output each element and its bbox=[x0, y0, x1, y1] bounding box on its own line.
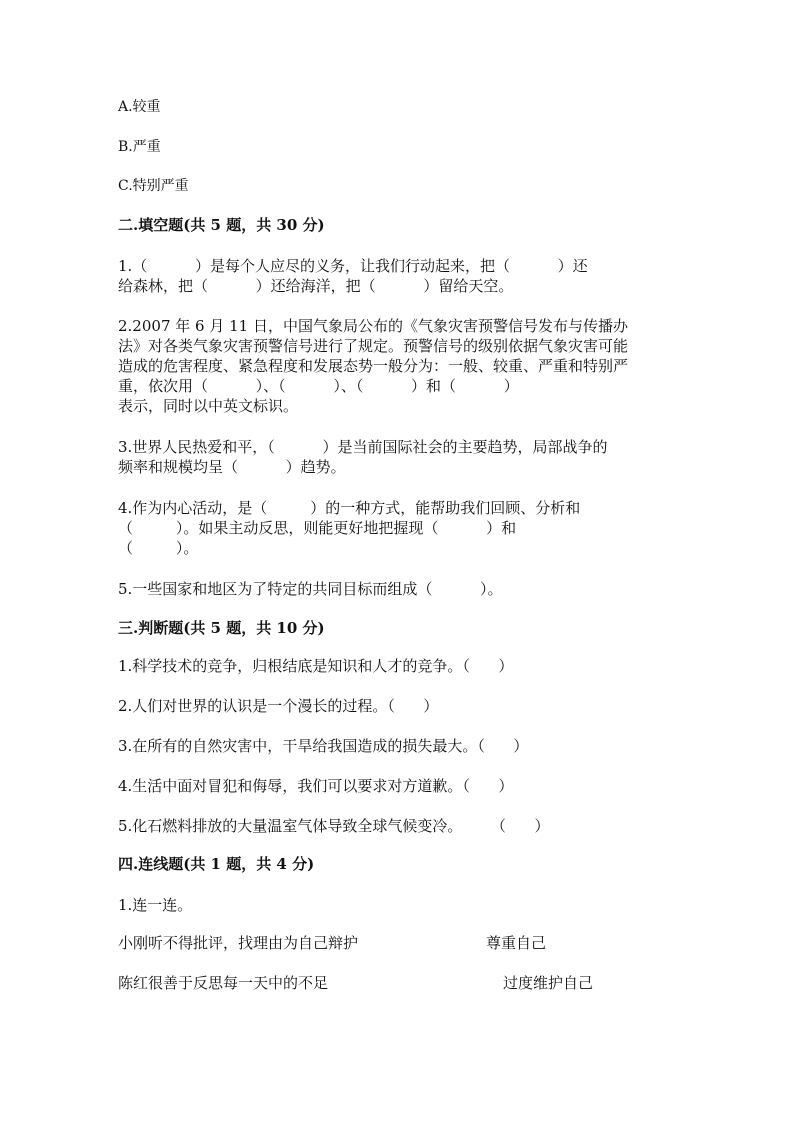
fill-question-4 bbox=[118, 498, 678, 558]
option-a: A.较重 bbox=[118, 99, 161, 115]
question-line: 4.生活中面对冒犯和侮辱，我们可以要求对方道歉。（ ） bbox=[118, 777, 514, 795]
tf-question-3 bbox=[118, 736, 678, 756]
tf-question-5 bbox=[118, 816, 678, 836]
question-line: 法》对各类气象灾害预警信号进行了规定。预警信号的级别依据气象灾害可能 bbox=[118, 337, 629, 355]
question-line: 2.2007 年 6 月 11 日，中国气象局公布的《气象灾害预警信号发布与传播办 bbox=[118, 317, 628, 335]
match-left-item-2: 陈红很善于反思每一天中的不足 bbox=[118, 974, 329, 992]
question-line: 1.（ ）是每个人应尽的义务，让我们行动起来，把（ ）还 bbox=[118, 257, 588, 275]
question-line: 5.化石燃料排放的大量温室气体导致全球气候变冷。 （ ） bbox=[118, 817, 550, 835]
question-line: 5.一些国家和地区为了特定的共同目标而组成（ ）。 bbox=[118, 580, 503, 598]
question-line: 给森林，把（ ）还给海洋，把（ ）留给天空。 bbox=[118, 277, 514, 295]
tf-question-1 bbox=[118, 656, 678, 676]
match-question-1 bbox=[118, 895, 678, 915]
section-heading-fill-blank: 二.填空题(共 5 题，共 30 分) bbox=[118, 216, 325, 234]
tf-question-4 bbox=[118, 776, 678, 796]
fill-question-3 bbox=[118, 437, 678, 477]
question-line: 3.在所有的自然灾害中，干旱给我国造成的损失最大。（ ） bbox=[118, 737, 529, 755]
question-line: 重，依次用（ ）、（ ）、（ ）和（ ） bbox=[118, 377, 519, 395]
fill-question-1 bbox=[118, 256, 678, 296]
tf-question-2 bbox=[118, 696, 678, 716]
question-line: 4.作为内心活动，是（ ）的一种方式，能帮助我们回顾、分析和 bbox=[118, 499, 581, 517]
question-line: 2.人们对世界的认识是一个漫长的过程。（ ） bbox=[118, 697, 439, 715]
fill-question-5 bbox=[118, 579, 678, 599]
match-right-item-1: 尊重自己 bbox=[486, 934, 547, 952]
option-b: B.严重 bbox=[118, 139, 161, 155]
question-line: 频率和规模均呈（ ）趋势。 bbox=[118, 458, 346, 476]
question-line: 1.科学技术的竞争，归根结底是知识和人才的竞争。（ ） bbox=[118, 657, 514, 675]
question-line: 表示，同时以中英文标识。 bbox=[118, 397, 299, 415]
section-heading-true-false: 三.判断题(共 5 题，共 10 分) bbox=[118, 619, 325, 637]
question-line: 造成的危害程度、紧急程度和发展态势一般分为：一般、较重、严重和特别严 bbox=[118, 357, 629, 375]
option-c: C.特别严重 bbox=[118, 178, 189, 194]
match-left-item-1: 小刚听不得批评，找理由为自己辩护 bbox=[118, 934, 359, 952]
question-line: 3.世界人民热爱和平，（ ）是当前国际社会的主要趋势，局部战争的 bbox=[118, 438, 608, 456]
fill-question-2 bbox=[118, 316, 678, 416]
question-line: （ ）。 bbox=[118, 539, 199, 557]
section-heading-matching: 四.连线题(共 1 题，共 4 分) bbox=[118, 855, 315, 873]
question-line: （ ）。如果主动反思，则能更好地把握现（ ）和 bbox=[118, 519, 517, 537]
question-line: 1.连一连。 bbox=[118, 896, 193, 914]
match-right-item-2: 过度维护自己 bbox=[503, 974, 594, 992]
